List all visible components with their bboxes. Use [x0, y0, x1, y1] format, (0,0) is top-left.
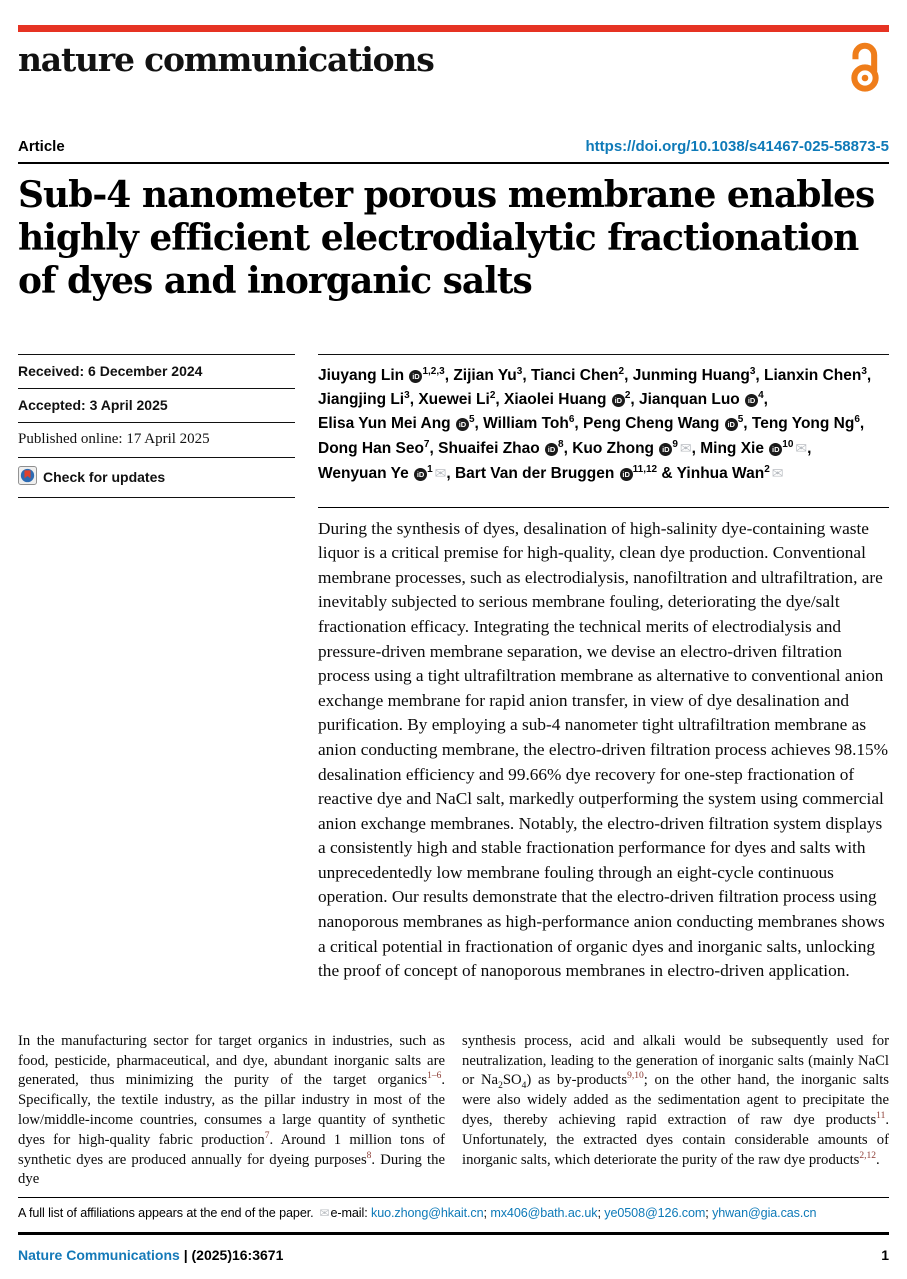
- author-name: William Toh$^6$: [483, 413, 575, 432]
- masthead: [18, 39, 889, 98]
- dates-column: [18, 354, 295, 984]
- orcid-icon[interactable]: iD: [725, 418, 738, 431]
- accepted-date: [18, 388, 295, 422]
- email-link[interactable]: ye0508@126.com: [604, 1206, 706, 1220]
- author-name: Teng Yong Ng$^6$: [751, 413, 860, 432]
- orcid-icon[interactable]: iD: [612, 394, 625, 407]
- open-access-icon: [843, 41, 887, 98]
- email-links: kuo.zhong@hkait.cn; mx406@bath.ac.uk; ye0508@126.com; yhwan@gia.cas.cn: [371, 1206, 817, 1220]
- received-text: Received: 6 December 2024: [18, 362, 203, 379]
- author-name: Jiuyang Lin iD $^{1,2,3}$: [318, 365, 445, 384]
- email-icon[interactable]: ✉: [679, 439, 692, 456]
- orcid-icon[interactable]: iD: [620, 468, 633, 481]
- citation-text: (2025)16:3671: [191, 1247, 284, 1263]
- email-link[interactable]: mx406@bath.ac.uk: [490, 1206, 598, 1220]
- orcid-icon[interactable]: iD: [745, 394, 758, 407]
- article-type-label: Article: [18, 138, 65, 155]
- author-name: Lianxin Chen$^3$: [764, 365, 867, 384]
- email-label: e-mail:: [330, 1206, 368, 1220]
- email-link[interactable]: yhwan@gia.cas.cn: [712, 1206, 817, 1220]
- authors-abstract-column: [318, 354, 889, 984]
- email-icon[interactable]: ✉: [795, 439, 808, 456]
- author-name: Zijian Yu$^3$: [453, 365, 523, 384]
- body-paragraph-left: In the manufacturing sector for target organics in industries, such as food, pesticide, pharmaceutical, and dye, abundant inorganic salts are generated, thus minimizing the purity of the target organics$^{1-6}$. Specifically, the textile industry, as the pillar industry in most of the low/middle-income countries, consumes a large quantity of synthetic dyes for high-quality fabric production$^7$. Around 1 million tons of synthetic dyes are produced annually for dyeing purposes$^8$. During the dye: [18, 1032, 446, 1188]
- meta-section: [18, 354, 889, 984]
- body-paragraph-right: synthesis process, acid and alkali would be subsequently used for neutralization, leading to the generation of inorganic salts (mainly NaCl or $Na_2SO_4$) as by-products$^{9,10}$; on the other hand, the inorganic salts were also widely added as the sedimentation agent to precipitate the dyes, thereby achieving rapid extraction of raw dye products$^{11}$. Unfortunately, the extracted dyes contain considerable amounts of inorganic salts, which deteriorate the purity of the raw dye products$^{2,12}$.: [462, 1032, 889, 1168]
- author-name: Elisa Yun Mei Ang iD $^5$: [318, 413, 475, 432]
- page-number: 1: [881, 1247, 889, 1263]
- author-name: Tianci Chen$^2$: [530, 365, 625, 384]
- orcid-icon[interactable]: iD: [769, 443, 782, 456]
- author-name: Shuaifei Zhao iD $^8$: [438, 438, 564, 457]
- abstract-text: During the synthesis of dyes, desalination of high-salinity dye-containing waste liquor is a critical premise for high-quality, clean dye production. Conventional membrane processes, such as electrodialysis, nanofiltration and ultrafiltration, are inevitably subjected to serious membrane fouling, deteriorating the dye/salt fractionation efficacy. Integrating the technical merits of electrodialysis and pressure-driven membrane separation, we devise an electro-driven filtration process using a tight ultrafiltration membrane as alternative to conventional anion exchange membrane for rapid anion transfer, in view of dye desalination and purification. By employing a sub-4 nanometer tight ultrafiltration membrane as anion conducting membrane, the electro-driven filtration process achieves 98.15% desalination efficiency and 99.66% dye recovery for one-step fractionation of reactive dye and NaCl salt, markedly outperforming the system using commercial anion exchange membranes. Notably, the electro-driven filtration system displays a consistently high and stable fractionation performance for dyes and salts with unprecedentedly low membrane fouling through an eight-cycle continuous operation. Our results demonstrate that the electro-driven filtration process using nanoporous membranes as high-performance anion conducting membranes shows a critical potential in fractionation of organic dyes and inorganic salts, unlocking the proof of concept of nanoporous membranes in electro-driven application.: [318, 507, 889, 984]
- author-name: Jiangjing Li$^3$: [318, 389, 410, 408]
- author-name: Dong Han Seo$^7$: [318, 438, 430, 457]
- journal-name[interactable]: Nature Communications: [18, 1247, 180, 1263]
- author-name: Wenyuan Ye iD $^1$ ✉: [318, 463, 447, 482]
- crossmark-icon[interactable]: [18, 466, 37, 488]
- email-icon[interactable]: ✉: [434, 464, 447, 481]
- author-name: Yinhua Wan$^2$ ✉: [676, 463, 784, 482]
- published-text: Published online: 17 April 2025: [18, 430, 210, 447]
- affiliations-note: A full list of affiliations appears at the end of the paper.: [18, 1206, 314, 1220]
- check-for-updates[interactable]: [18, 457, 295, 498]
- author-name: Peng Cheng Wang iD $^5$: [583, 413, 744, 432]
- paper-title: Sub-4 nanometer porous membrane enables highly efficient electrodialytic fractionation of dyes and inorganic salts: [18, 174, 875, 303]
- author-name: Xiaolei Huang iD $^2$: [504, 389, 631, 408]
- envelope-icon: ✉: [319, 1206, 330, 1220]
- author-name: Junming Huang$^3$: [632, 365, 756, 384]
- citation-separator: |: [183, 1247, 192, 1263]
- author-name: Jianquan Luo iD $^4$: [639, 389, 764, 408]
- author-name: Kuo Zhong iD $^9$ ✉: [572, 438, 692, 457]
- article-header-row: [18, 138, 889, 155]
- footer-affiliations-row: [18, 1197, 889, 1232]
- footer-journal-row: [18, 1235, 889, 1279]
- published-date: [18, 422, 295, 457]
- journal-citation: [18, 1247, 283, 1263]
- orcid-icon[interactable]: iD: [545, 443, 558, 456]
- journal-logo: nature communications: [18, 40, 434, 79]
- orcid-icon[interactable]: iD: [409, 370, 422, 383]
- brand-red-bar: [18, 25, 889, 32]
- orcid-icon[interactable]: iD: [414, 468, 427, 481]
- orcid-icon[interactable]: iD: [659, 443, 672, 456]
- received-date: [18, 354, 295, 388]
- accepted-text: Accepted: 3 April 2025: [18, 396, 168, 413]
- author-list: Jiuyang Lin iD $^{1,2,3}$, Zijian Yu$^3$, Tianci Chen$^2$, Junming Huang$^3$, Lianxin Chen$^3$, Jiangjing Li$^3$, Xuewei Li$^2$, Xiaolei Huang iD $^2$, Jianquan Luo iD $^4$, Elisa Yun Mei Ang iD $^5$, William Toh$^6$, Peng Cheng Wang iD $^5$, Teng Yong Ng$^6$, Dong Han Seo$^7$, Shuaifei Zhao iD $^8$, Kuo Zhong iD $^9$ ✉, Ming Xie iD $^{10}$ ✉, Wenyuan Ye iD $^1$ ✉, Bart Van der Bruggen iD $^{11,12}$ & Yinhua Wan$^2$ ✉: [318, 354, 889, 486]
- author-name: Xuewei Li$^2$: [418, 389, 496, 408]
- doi-link[interactable]: https://doi.org/10.1038/s41467-025-58873-5: [585, 138, 889, 155]
- email-icon[interactable]: ✉: [771, 464, 784, 481]
- body-text: [18, 1032, 889, 1190]
- orcid-icon[interactable]: iD: [456, 418, 469, 431]
- author-name: Bart Van der Bruggen iD $^{11,12}$: [454, 463, 658, 482]
- author-name: Ming Xie iD $^{10}$ ✉: [700, 438, 808, 457]
- header-rule: [18, 162, 889, 164]
- email-link[interactable]: kuo.zhong@hkait.cn: [371, 1206, 484, 1220]
- check-for-updates-label[interactable]: Check for updates: [43, 468, 166, 485]
